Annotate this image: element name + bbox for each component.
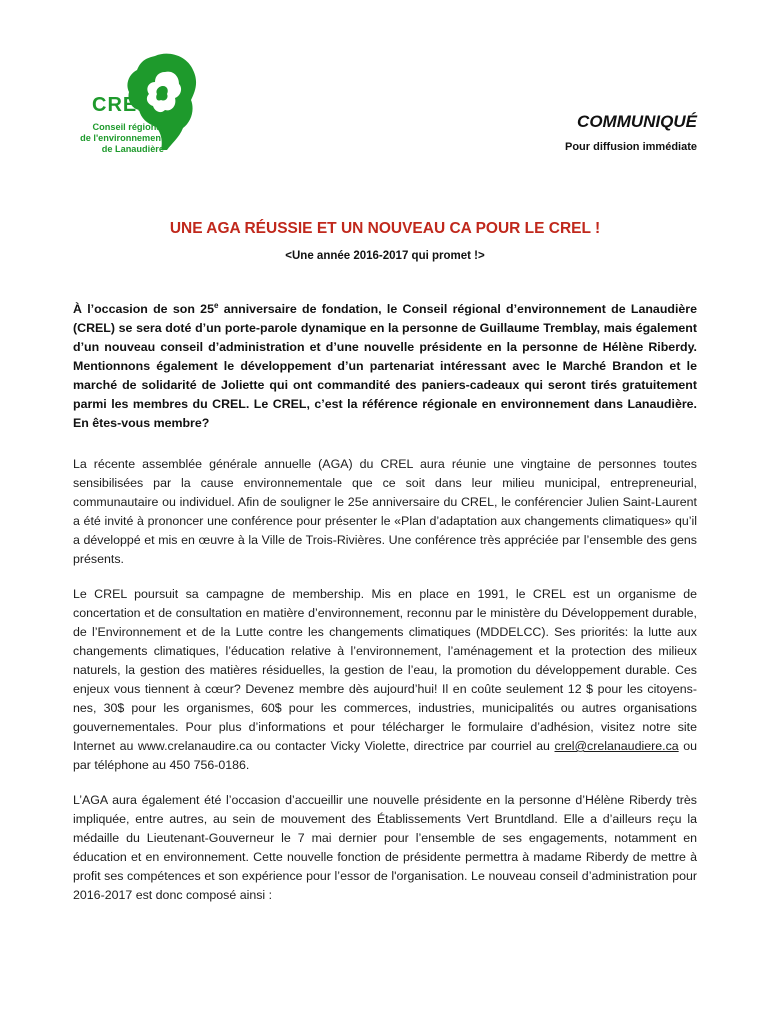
logo-organization-name (68, 122, 164, 155)
paragraph-membership (73, 585, 697, 775)
article-body (73, 300, 697, 921)
lead-paragraph (73, 300, 697, 433)
logo-acronym: CREL (92, 94, 151, 116)
membership-text-end: ou par téléphone au 450 756-0186. (73, 739, 697, 772)
membership-text: Le CREL poursuit sa campagne de membership. Mis en place en 1991, le CREL est un organisme de concertation et de consultation en matière d’environnement, reconnu par le ministère du Développement durable, de l’Environnement et de la Lutte contre les changements climatiques (MDDELCC). Ses priorités: la lutte aux changements climatiques, l’éducation relative à l’environnement, l’aménagement et la protection des milieux naturels, la gestion des matières résiduelles, la gestion de l’eau, la promotion du développement durable. Ces enjeux vous tiennent à cœur? Devenez membre dès aujourd’hui! Il en coûte seulement 12 $ pour les citoyens-nes, 30$ pour les organismes, 60$ pour les commerces, industries, municipalités ou autres organisations gouvernementales. Pour plus d’informations et pour télécharger le formulaire d’adhésion, visitez notre site Internet au www.crelanaudire.ca ou contacter Vicky Violette, directrice par courriel au (73, 587, 697, 753)
communique-header (565, 112, 697, 153)
ordinal-suffix: e (213, 300, 219, 310)
logo-name-line: de l'environnement (80, 133, 164, 143)
lead-text-start: À l’occasion de son 25 (73, 302, 214, 316)
email-link[interactable]: crel@crelanaudiere.ca (554, 739, 679, 753)
paragraph-aga: La récente assemblée générale annuelle (AGA) du CREL aura réunie une vingtaine de personnes toutes sensibilisées par la cause environnementale que ce soit dans leur milieu municipal, entrepreneurial, communautaire ou individuel. Afin de souligner le 25e anniversaire du CREL, le conférencier Julien Saint-Laurent a été invité à prononcer une conférence pour présenter le «Plan d’adaptation aux changements climatiques» qu’il a développé et mis en œuvre à la Ville de Trois-Rivières. Une conférence très appréciée par l’ensemble des gens présents. (73, 457, 697, 566)
logo-name-line: de Lanaudière (101, 144, 164, 154)
lead-text-rest: anniversaire de fondation, le Conseil régional d’environnement de Lanaudière (CREL) se sera doté d’un porte-parole dynamique en la personne de Guillaume Tremblay, mais également d’un nouveau conseil d’administration et d’une nouvelle présidente en la personne de Hélène Riberdy. Mentionnons également le développement d’un partenariat intéressant avec le Marché Brandon et le marché de solidarité de Joliette qui ont commandité des paniers-cadeaux qui seront tirés gratuitement parmi les membres du CREL. Le CREL, c’est la référence régionale en environnement dans Lanaudière. En êtes-vous membre? (73, 302, 698, 430)
headline: UNE AGA RÉUSSIE ET UN NOUVEAU CA POUR LE CREL ! (169, 220, 601, 237)
release-note: Pour diffusion immédiate (564, 141, 697, 153)
subheadline: <Une année 2016-2017 qui promet !> (285, 250, 485, 262)
crel-logo (66, 52, 206, 162)
communique-title: COMMUNIQUÉ (577, 112, 697, 131)
paragraph-president: L’AGA aura également été l’occasion d’accueillir une nouvelle présidente en la personne d’Hélène Riberdy très impliquée, entre autres, au sein de mouvement des Établissements Vert Bruntdland. Elle a d’ailleurs reçu la médaille du Lieutenant-Gouverneur le 7 mai dernier pour l’ensemble de ses engagements, notamment en éducation et en environnement. Cette nouvelle fonction de présidente permettra à madame Riberdy de mettre à profit ses compétences et son expérience pour l’essor de l'organisation. Le nouveau conseil d’administration pour 2016-2017 est donc composé ainsi : (73, 793, 697, 902)
logo-name-line: Conseil régional (92, 122, 164, 132)
